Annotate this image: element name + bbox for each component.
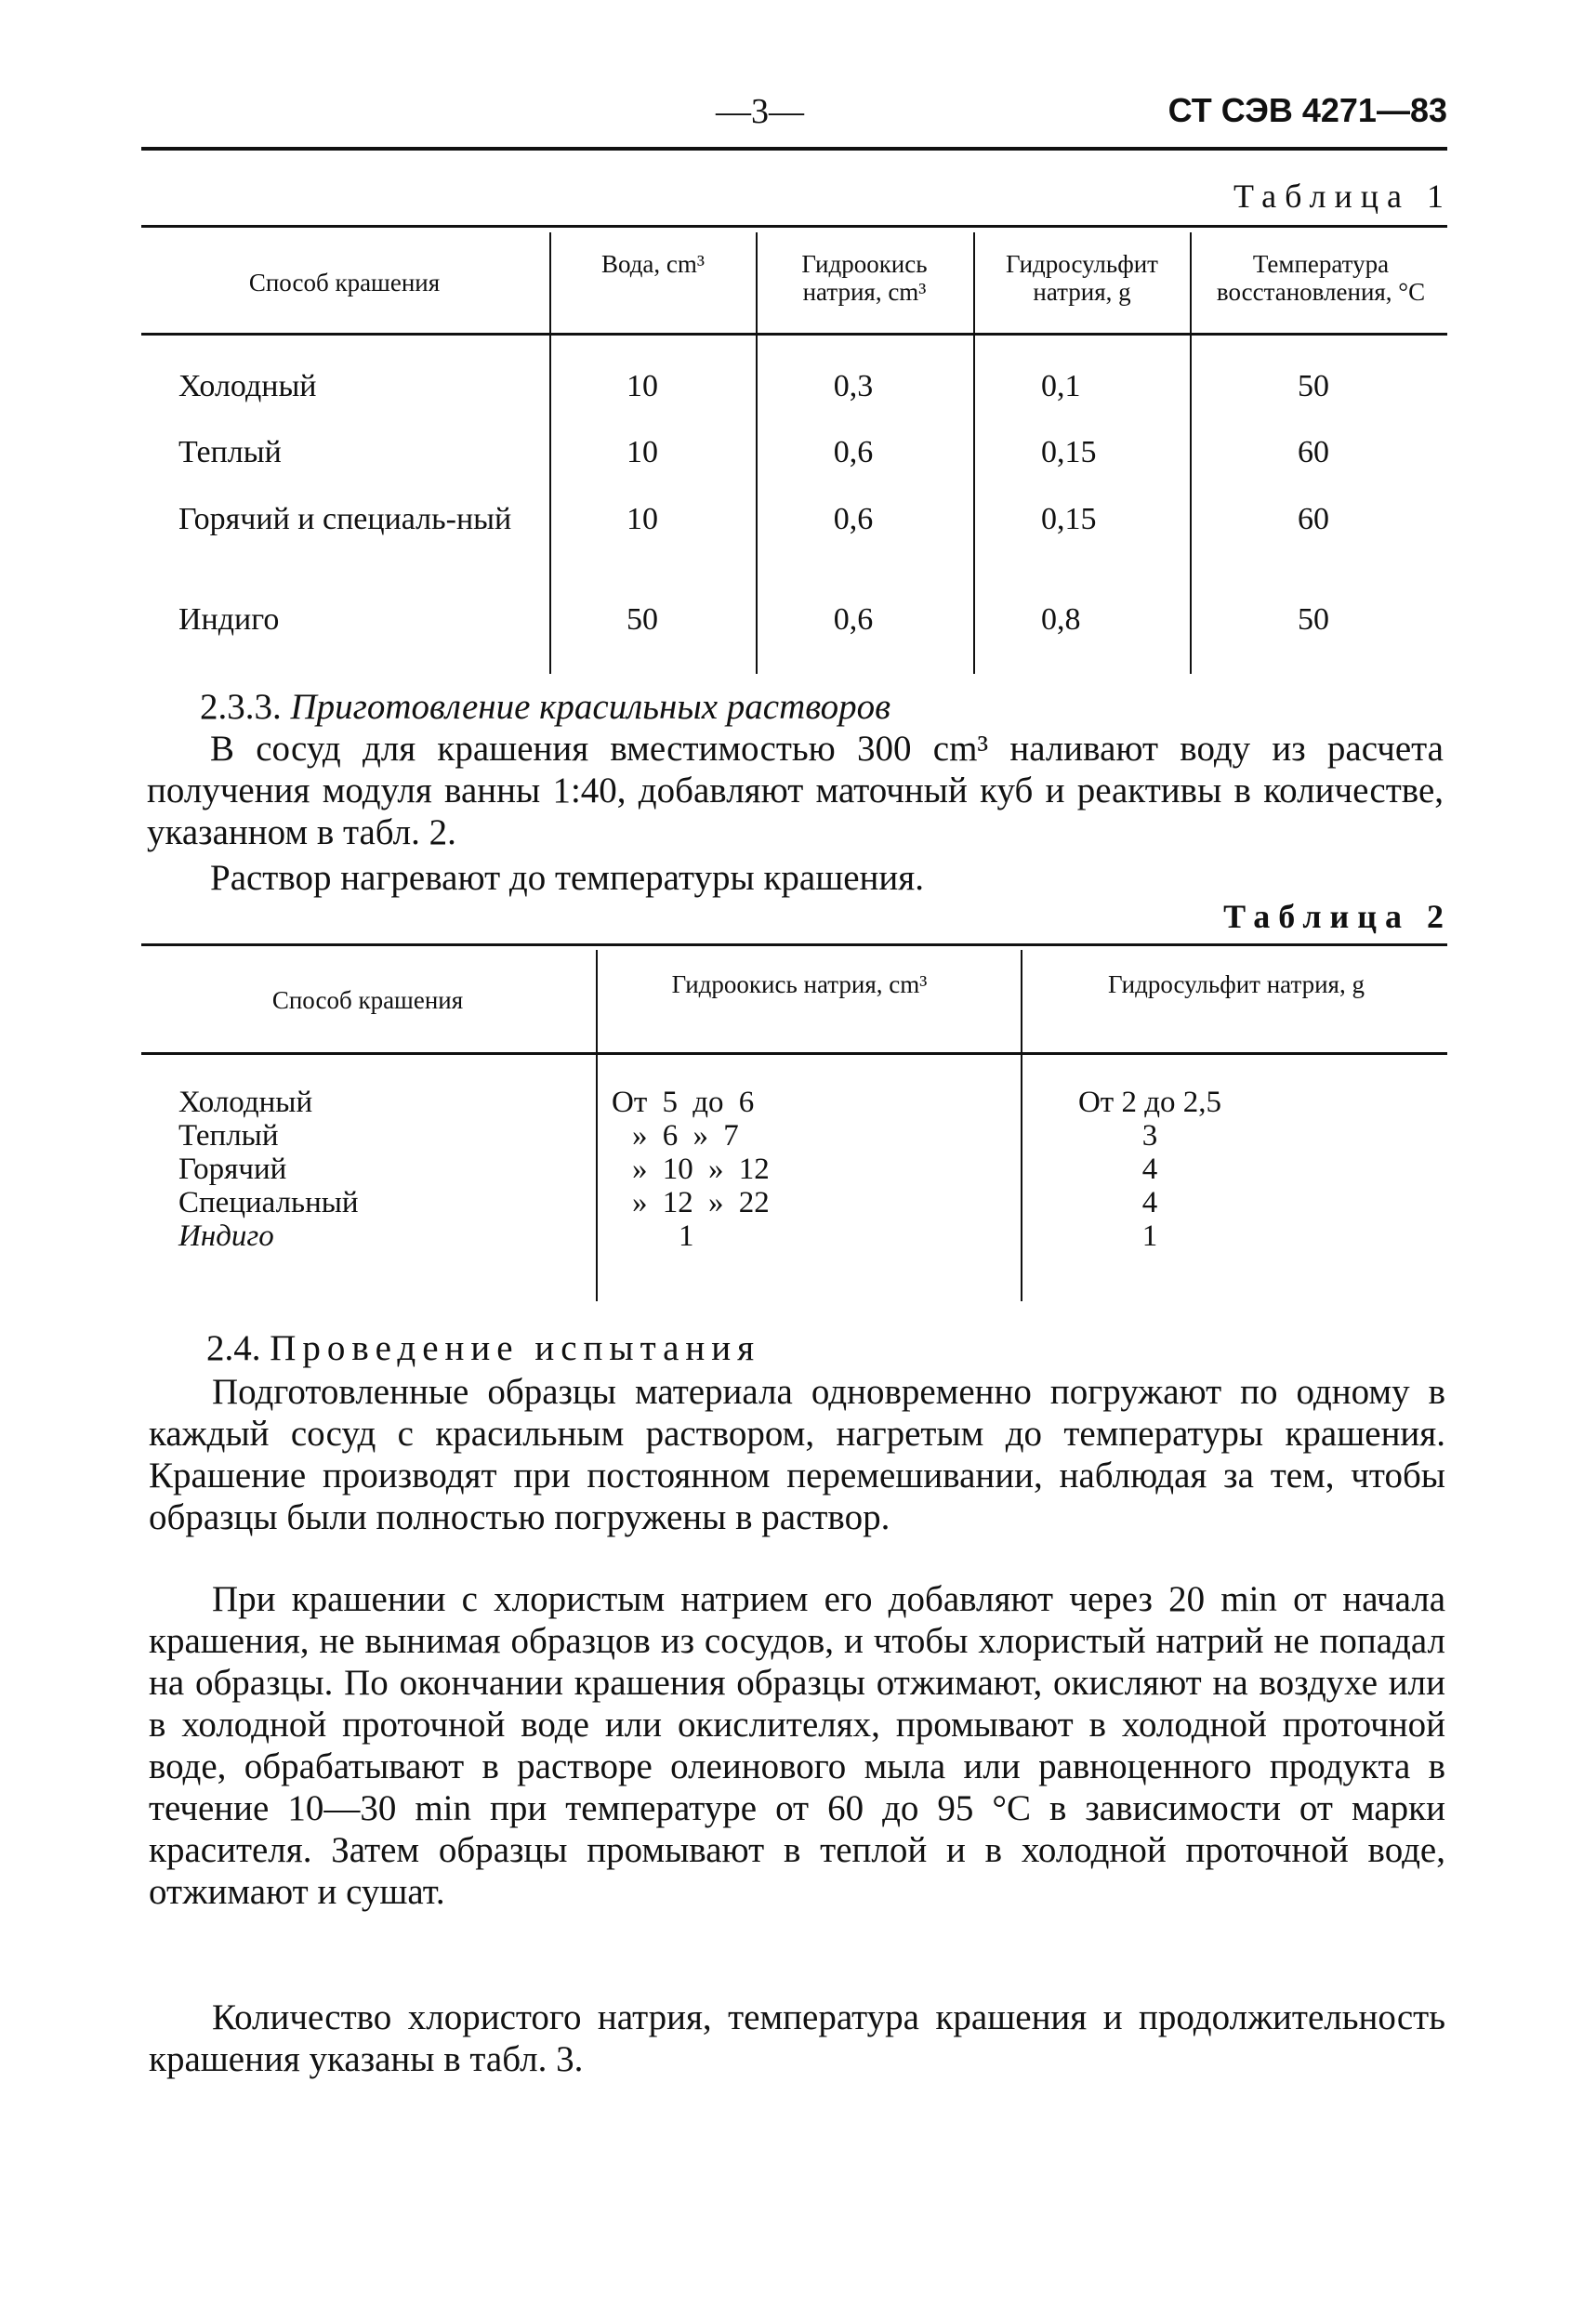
table1-header-temperature: Температура восстановления, °С — [1216, 250, 1426, 306]
section-2-3-3-para2: Раствор нагревают до температуры крашения. — [210, 858, 924, 898]
table2-header-naoh: Гидроокись натрия, cm³ — [671, 970, 928, 998]
table1-head-rule — [141, 333, 1447, 336]
table1-header-water: Вода, cm³ — [600, 250, 706, 278]
section-number: 2.4. — [206, 1328, 261, 1368]
table1-col-divider — [973, 232, 975, 674]
table1-header-naoh: Гидроокись натрия, cm³ — [801, 250, 928, 306]
table1-top-rule — [141, 225, 1447, 228]
table2-cell: 4 — [1141, 1153, 1158, 1186]
table1-cell: Холодный — [178, 369, 317, 403]
table1-cell: 0,3 — [833, 369, 874, 403]
table2-cell: » 6 » 7 — [632, 1119, 739, 1153]
table2-cell: » 12 » 22 — [632, 1186, 770, 1219]
table1-cell: 0,15 — [1041, 435, 1097, 469]
table2-col-naoh — [612, 1086, 825, 1253]
table1-cell: 50 — [1298, 369, 1329, 403]
table1-cell: 60 — [1298, 502, 1329, 536]
table1-cell: Индиго — [178, 602, 280, 637]
table2-cell: 3 — [1141, 1119, 1158, 1153]
table1-cell: 10 — [627, 502, 658, 536]
table2-cell: 1 — [679, 1219, 694, 1253]
table1-cell: 0,6 — [833, 502, 874, 536]
table1-cell: Горячий и специаль-ный — [178, 502, 512, 536]
table2-col-divider — [1021, 950, 1022, 1301]
section-2-4-para1: Подготовленные образцы материала одновременно погружают по одному в каждый сосуд с красильным раствором, нагретым до температуры крашения. Крашение производят при постоянном перемешивании, наблюдая за тем, чтобы образцы были полностью погружены в раствор. — [149, 1372, 1445, 1537]
table2-cell: От 5 до 6 — [612, 1086, 755, 1119]
table1-header-method: Способ крашения — [248, 269, 441, 296]
table2-col-divider — [596, 950, 598, 1301]
table2-cell: Холодный — [178, 1086, 313, 1119]
table1-cell: 10 — [627, 369, 658, 403]
header-rule — [141, 147, 1447, 151]
table2-cell: От 2 до 2,5 — [1077, 1086, 1222, 1119]
table2-header-sulfite: Гидросульфит натрия, g — [1108, 970, 1365, 998]
section-2-3-3-heading — [200, 686, 1129, 728]
section-title: Приготовление красильных растворов — [290, 687, 891, 727]
section-number: 2.3.3. — [200, 687, 282, 727]
table2-cell: Теплый — [178, 1119, 279, 1153]
table1-cell: 0,15 — [1041, 502, 1097, 536]
table2-header-method: Способ крашения — [271, 986, 464, 1014]
table1-cell: 60 — [1298, 435, 1329, 469]
table1-cell: 0,6 — [833, 435, 874, 469]
table1-cell: 0,1 — [1041, 369, 1081, 403]
page-number: —3— — [716, 92, 804, 131]
table2-cell: Специальный — [178, 1186, 359, 1219]
table2-cell: 1 — [1141, 1219, 1158, 1253]
section-2-3-3-para1: В сосуд для крашения вместимостью 300 cm³ наливают воду из расчета получения модуля ванны 1:40, добавляют маточный куб и реактивы в количестве, указанном в табл. 2. — [147, 729, 1444, 852]
table2-cell: Индиго — [178, 1219, 274, 1253]
section-2-4-para3: Количество хлористого натрия, температура крашения и продолжительность крашения указаны в табл. 3. — [149, 1997, 1445, 2079]
table1-header-sulfite: Гидросульфит натрия, g — [1006, 250, 1158, 306]
table2-head-rule — [141, 1052, 1447, 1055]
table2-col-sulfite — [1043, 1086, 1257, 1253]
table1-cell: 50 — [627, 602, 658, 637]
standard-code: СТ СЭВ 4271—83 — [1167, 91, 1447, 129]
table2-cell: 4 — [1141, 1186, 1158, 1219]
table1-cell: Теплый — [178, 435, 282, 469]
table2-cell: Горячий — [178, 1153, 287, 1186]
table1-cell: 0,6 — [833, 602, 874, 637]
section-2-4-heading — [206, 1327, 1136, 1369]
table1-caption: Таблица 1 — [1233, 178, 1452, 215]
table1-cell: 10 — [627, 435, 658, 469]
table1-cell: 50 — [1298, 602, 1329, 637]
table2-col-method — [178, 1086, 359, 1253]
table1-cell: 0,8 — [1041, 602, 1081, 637]
table2-cell: » 10 » 12 — [632, 1153, 770, 1186]
table2-caption: Таблица 2 — [1223, 898, 1452, 935]
section-title: Проведение испытания — [270, 1328, 761, 1368]
section-2-4-para2: При крашении с хлористым натрием его добавляют через 20 min от начала крашения, не вынимая образцов из сосудов, и чтобы хлористый натрий не попадал на образцы. По окончании крашения образцы отжимают, окисляют на воздухе или в холодной проточной воде или окислителях, промывают в холодной проточной воде, обрабатывают в растворе олеинового мыла или равноценного продукта в течение 10—30 min при температуре от 60 до 95 °С в зависимости от марки красителя. Затем образцы промывают в теплой и в холодной проточной воде, отжимают и сушат. — [149, 1579, 1445, 1912]
table2-top-rule — [141, 943, 1447, 946]
